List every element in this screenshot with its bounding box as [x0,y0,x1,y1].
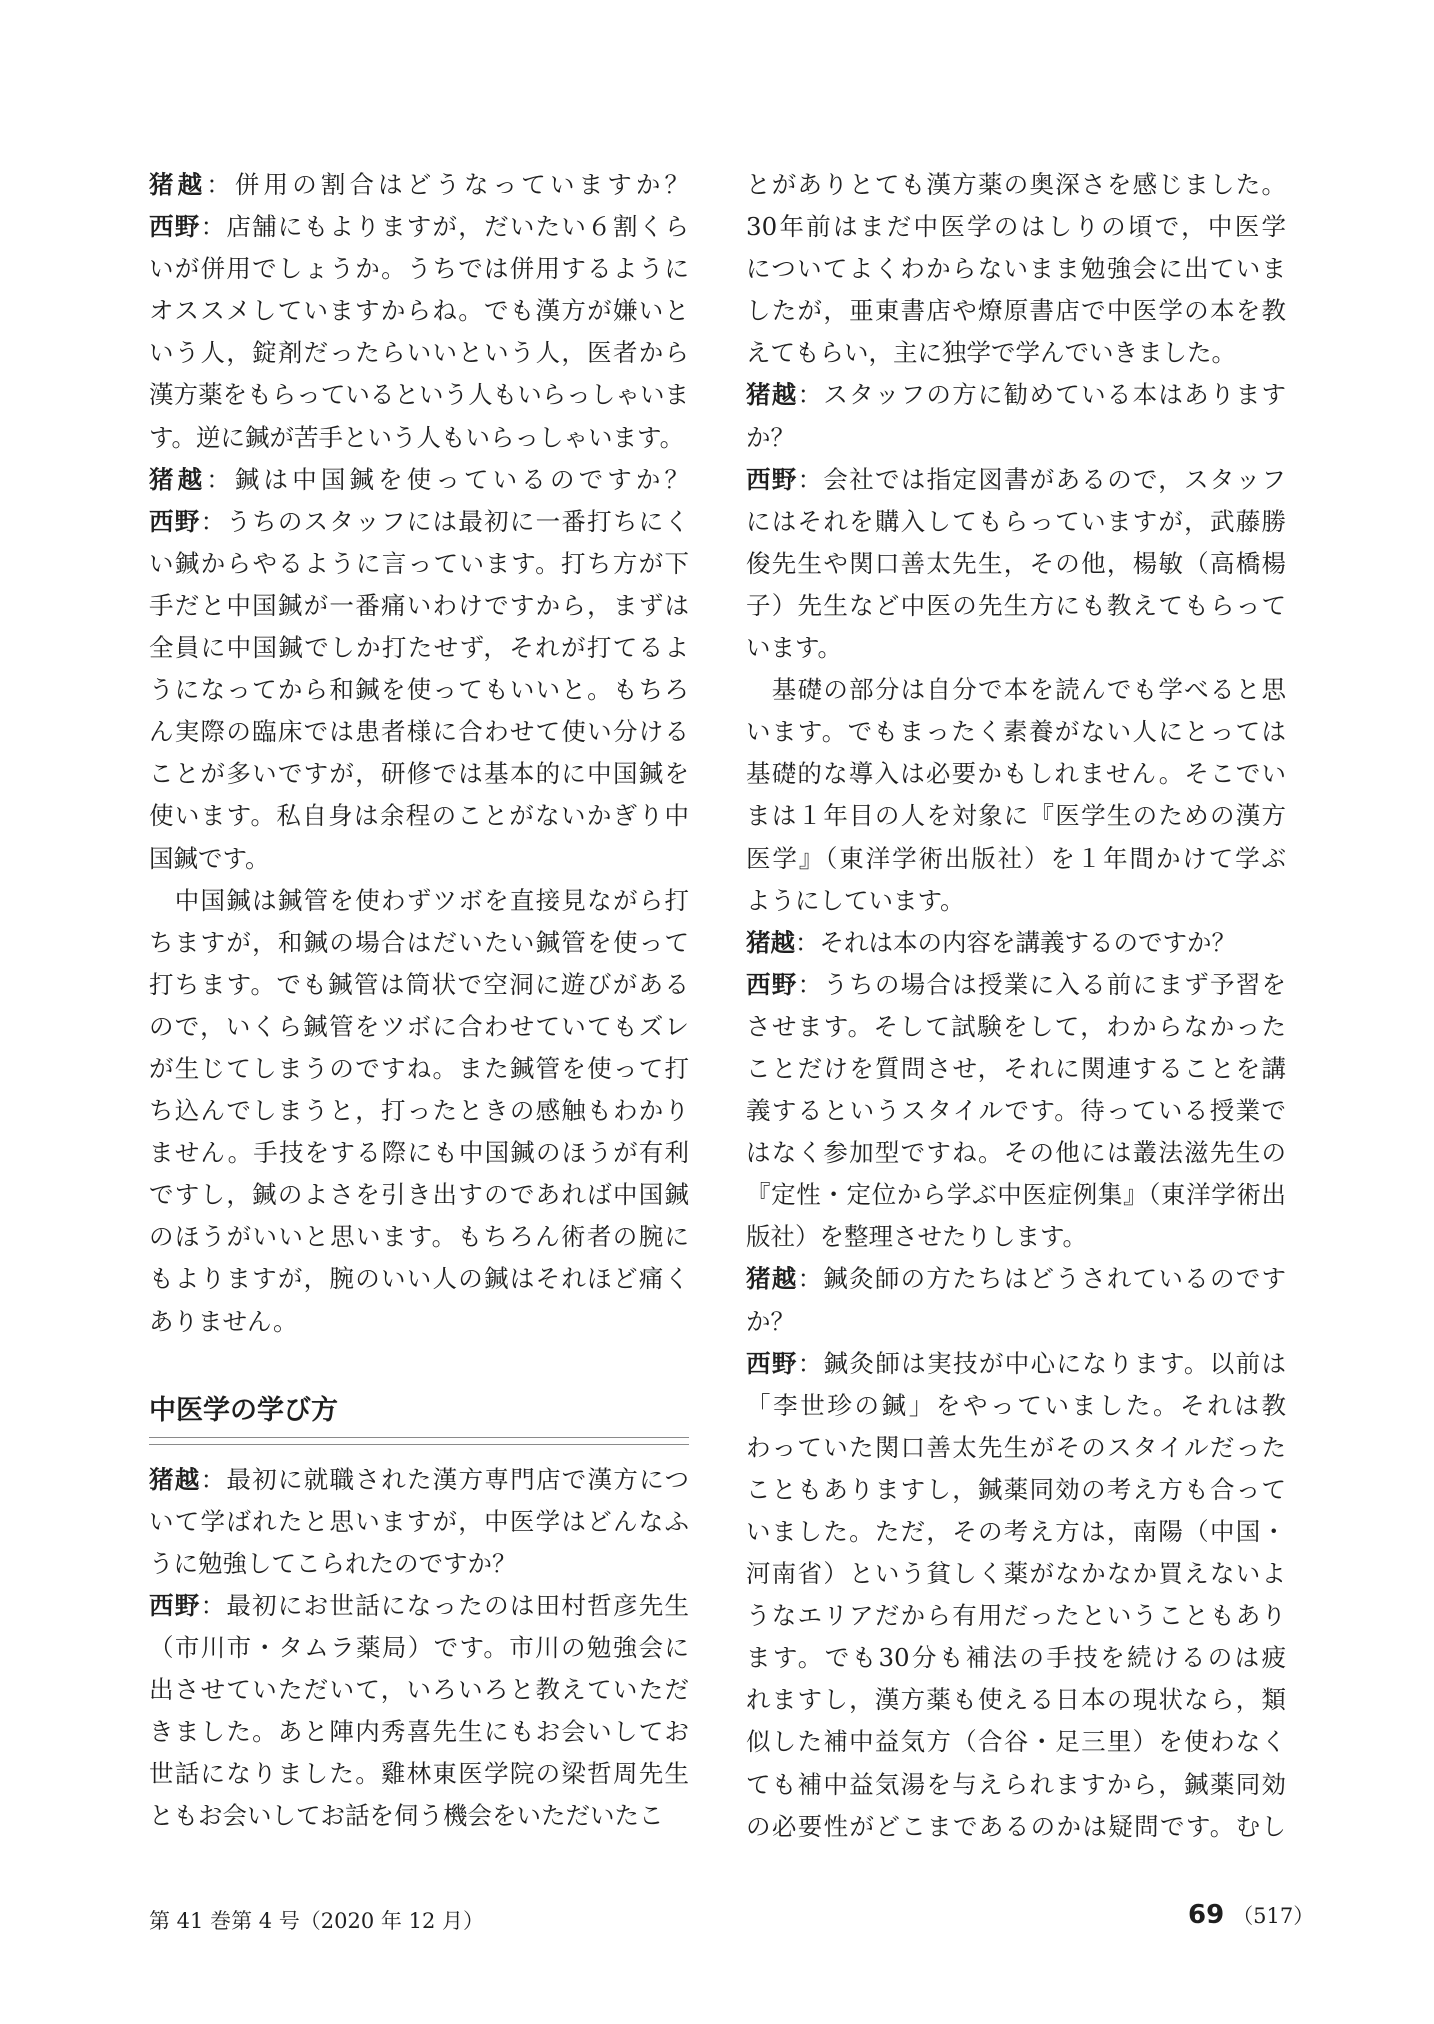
line-text: れますし，漢方薬も使える日本の現状なら，類 [746,1685,1286,1715]
text-line [149,880,689,922]
text-line [149,838,689,880]
text-line [149,627,689,669]
footer-page [1188,1900,1314,1930]
text-line [746,1385,1286,1427]
total-page-number: （517） [1232,1904,1315,1928]
line-text: うなエリアだから有用だったということもあり [746,1601,1286,1631]
text-line [746,880,1286,922]
line-text: 打ちます。でも鍼管は筒状で空洞に遊びがある [149,969,689,999]
line-text: ん実際の臨床では患者様に合わせて使い分ける [149,717,689,747]
left-text-block-1 [149,164,689,1343]
text-line [149,753,689,795]
line-text: 基礎的な導入は必要かもしれません。そこでい [746,759,1286,789]
line-text: 版社）を整理させたりします。 [746,1222,1088,1252]
line-text: まは１年目の人を対象に『医学生のための漢方 [746,801,1286,831]
text-line [149,964,689,1006]
text-line [149,1258,689,1300]
text-line [149,332,689,374]
text-line [149,1174,689,1216]
line-text: か？ [746,422,795,452]
speaker-name: 猪越 [149,170,207,199]
line-text: いう人，錠剤だったらいいという人，医者から [149,338,689,368]
text-line [746,669,1286,711]
text-line [746,332,1286,374]
text-line [149,1543,689,1585]
text-line [149,795,689,837]
line-text: ち込んでしまうと，打ったときの感触もわかり [149,1096,689,1126]
line-text: ことだけを質問させ，それに関連することを講 [746,1053,1286,1083]
text-line [746,1132,1286,1174]
line-text: ません。手技をする際にも中国鍼のほうが有利 [149,1138,689,1168]
text-line [149,922,689,964]
right-text-block [746,164,1286,1848]
speaker-name: 西野 [149,1590,201,1620]
line-text: のほうがいいと思います。もちろん術者の腕に [149,1222,689,1252]
text-line [746,374,1286,416]
text-line [149,1090,689,1132]
line-text: 基礎の部分は自分で本を読んでも学べると思 [746,675,1286,705]
line-text: ：店舗にもよりますが，だいたい６割くら [200,212,690,242]
text-line [746,838,1286,880]
text-line [746,459,1286,501]
text-line [746,795,1286,837]
text-line [746,1258,1286,1300]
line-text: ：最初にお世話になったのは田村哲彦先生 [200,1590,690,1620]
line-text: ですし，鍼のよさを引き出すのであれば中国鍼 [149,1180,689,1210]
line-text: わっていた関口善太先生がそのスタイルだった [746,1432,1286,1462]
text-line [149,1669,689,1711]
line-text: 子）先生など中医の先生方にも教えてもらって [746,590,1286,620]
line-text: いて学ばれたと思いますが，中医学はどんなふ [149,1506,689,1536]
text-line [149,1216,689,1258]
text-line [149,1585,689,1627]
speaker-name: 猪越 [149,1464,201,1494]
line-text: 似した補中益気方（合谷・足三里）を使わなく [746,1727,1286,1757]
section-heading: 中医学の学び方 [149,1394,338,1426]
line-text: ので，いくら鍼管をツボに合わせていてもズレ [149,1011,689,1041]
text-line [746,627,1286,669]
text-line [746,964,1286,1006]
text-line [149,248,689,290]
text-line [149,585,689,627]
line-text: いました。ただ，その考え方は，南陽（中国・ [746,1517,1286,1546]
text-line [746,543,1286,585]
text-line [149,374,689,416]
speaker-name: 西野 [149,212,201,242]
text-line [746,417,1286,459]
line-text: す。逆に鍼が苦手という人もいらっしゃいます。 [149,422,685,452]
text-line [746,1595,1286,1637]
text-line [149,669,689,711]
text-line [149,1795,689,1837]
line-text: ：最初に就職された漢方専門店で漢方につ [200,1464,690,1494]
line-text: 30年前はまだ中医学のはしりの頃で，中医学 [746,212,1286,242]
line-text: きました。あと陣内秀喜先生にもお会いしてお [149,1717,689,1747]
line-text: えてもらい，主に独学で学んでいきました。 [746,338,1236,368]
line-text: 中国鍼は鍼管を使わずツボを直接見ながら打 [149,885,689,915]
line-text: 国鍼です。 [149,843,270,873]
text-line [149,417,689,459]
speaker-name: 西野 [149,506,201,536]
left-column [149,164,689,1837]
text-line [149,501,689,543]
line-text: います。 [746,633,843,663]
line-text: にはそれを購入してもらっていますが，武藤勝 [746,506,1286,536]
section-heading-block [149,1391,689,1445]
text-line [746,1048,1286,1090]
text-line [746,1216,1286,1258]
left-text-block-2 [149,1459,689,1838]
line-text: ：併用の割合はどうなっていますか？ [206,170,690,199]
line-text: （市川市・タムラ薬局）です。市川の勉強会に [149,1633,689,1662]
line-text: います。でもまったく素養がない人にとっては [746,717,1286,747]
text-line [746,164,1286,206]
line-text: 河南省）という貧しく薬がなかなか買えないよ [746,1559,1286,1589]
line-text: ：鍼灸師の方たちはどうされているのです [797,1264,1287,1294]
speaker-name: 猪越 [746,380,798,410]
text-line [149,1627,689,1669]
text-line [149,1301,689,1343]
text-line [746,1174,1286,1216]
text-line [746,1301,1286,1343]
line-text: ようにしています。 [746,885,965,915]
speaker-name: 猪越 [746,1264,798,1294]
line-text: 医学』（東洋学術出版社）を１年間かけて学ぶ [746,843,1286,873]
line-text: させます。そして試験をして，わからなかった [746,1011,1286,1041]
line-text: ：鍼灸師は実技が中心になります。以前は [797,1348,1286,1378]
text-line [746,206,1286,248]
text-line [149,1048,689,1090]
text-line [149,543,689,585]
text-line [149,711,689,753]
text-line [149,459,689,501]
line-text: い鍼からやるように言っています。打ち方が下 [149,548,689,578]
text-line [149,1501,689,1543]
line-text: ます。でも30分も補法の手技を続けるのは疲 [746,1643,1286,1673]
text-line [746,922,1286,964]
line-text: ：スタッフの方に勧めている本はあります [797,380,1287,410]
line-text: ても補中益気湯を与えられますから，鍼薬同効 [746,1769,1286,1799]
line-text: したが，亜東書店や燎原書店で中医学の本を教 [746,296,1286,326]
line-text: ：うちのスタッフには最初に一番打ちにく [200,506,690,536]
text-line [746,1006,1286,1048]
text-line [149,206,689,248]
text-line [149,164,689,206]
text-line [746,711,1286,753]
text-line [149,1459,689,1501]
line-text: 使います。私自身は余程のことがないかぎり中 [149,801,689,831]
text-line [149,1006,689,1048]
page-number: 69 [1188,1900,1225,1930]
text-line [746,501,1286,543]
line-text: についてよくわからないまま勉強会に出ていま [746,254,1286,284]
line-text: 俊先生や関口善太先生，その他，楊敏（高橋楊 [746,548,1286,578]
text-line [746,1511,1286,1553]
speaker-name: 西野 [746,1348,798,1378]
line-text: 漢方薬をもらっているという人もいらっしゃいま [149,380,689,410]
line-text: うになってから和鍼を使ってもいいと。もちろ [149,675,689,705]
line-text: の必要性がどこまであるのかは疑問です。むし [746,1811,1286,1841]
line-text: が生じてしまうのですね。また鍼管を使って打 [149,1053,689,1083]
text-line [149,1711,689,1753]
line-text: ちますが，和鍼の場合はだいたい鍼管を使って [149,927,689,957]
text-line [746,248,1286,290]
speaker-name: 西野 [746,969,798,999]
line-text: ：うちの場合は授業に入る前にまず予習を [797,969,1287,999]
text-line [746,753,1286,795]
speaker-name: 猪越 [746,927,795,957]
line-text: 世話になりました。雞林東医学院の梁哲周先生 [149,1759,689,1789]
text-line [746,585,1286,627]
text-line [746,1806,1286,1848]
line-text: いが併用でしょうか。うちでは併用するように [149,254,689,284]
text-line [746,1343,1286,1385]
line-text: とがありとても漢方薬の奥深さを感じました。 [746,170,1286,199]
line-text: 全員に中国鍼でしか打たせず，それが打てるよ [149,633,689,663]
line-text: ：それは本の内容を講義するのですか？ [795,927,1236,957]
line-text: か？ [746,1306,795,1336]
line-text: オススメしていますからね。でも漢方が嫌いと [149,296,689,326]
speaker-name: 猪越 [149,464,207,494]
line-text: ともお会いしてお話を伺う機会をいただいたこ [149,1801,664,1831]
right-column [746,164,1286,1848]
text-line [149,290,689,332]
line-text: ：会社では指定図書があるので，スタッフ [797,464,1287,494]
text-line [149,1132,689,1174]
line-text: ことが多いですが，研修では基本的に中国鍼を [149,759,689,789]
line-text: 出させていただいて，いろいろと教えていただ [149,1675,689,1705]
text-line [746,1553,1286,1595]
line-text: うに勉強してこられたのですか？ [149,1548,517,1578]
speaker-name: 西野 [746,464,798,494]
line-text: 手だと中国鍼が一番痛いわけですから，まずは [149,590,689,620]
line-text: こともありますし，鍼薬同効の考え方も合って [746,1474,1286,1504]
text-line [746,1764,1286,1806]
line-text: 義するというスタイルです。待っている授業で [746,1096,1286,1126]
text-line [746,1637,1286,1679]
text-line [746,1721,1286,1763]
text-line [746,1427,1286,1469]
line-text: ありません。 [149,1306,298,1336]
heading-double-rule [149,1437,689,1445]
line-text: 「李世珍の鍼」をやっていました。それは教 [746,1390,1286,1420]
text-line [746,1469,1286,1511]
line-text: もよりますが，腕のいい人の鍼はそれほど痛く [149,1264,689,1294]
line-text: 『定性・定位から学ぶ中医症例集』（東洋学術出 [746,1180,1286,1210]
footer-issue: 第 41 巻第 4 号（2020 年 12 月） [149,1909,484,1933]
text-line [746,1090,1286,1132]
text-line [746,1679,1286,1721]
line-text: はなく参加型ですね。その他には叢法滋先生の [746,1138,1286,1168]
text-line [149,1753,689,1795]
text-line [746,290,1286,332]
line-text: ：鍼は中国鍼を使っているのですか？ [206,464,690,494]
